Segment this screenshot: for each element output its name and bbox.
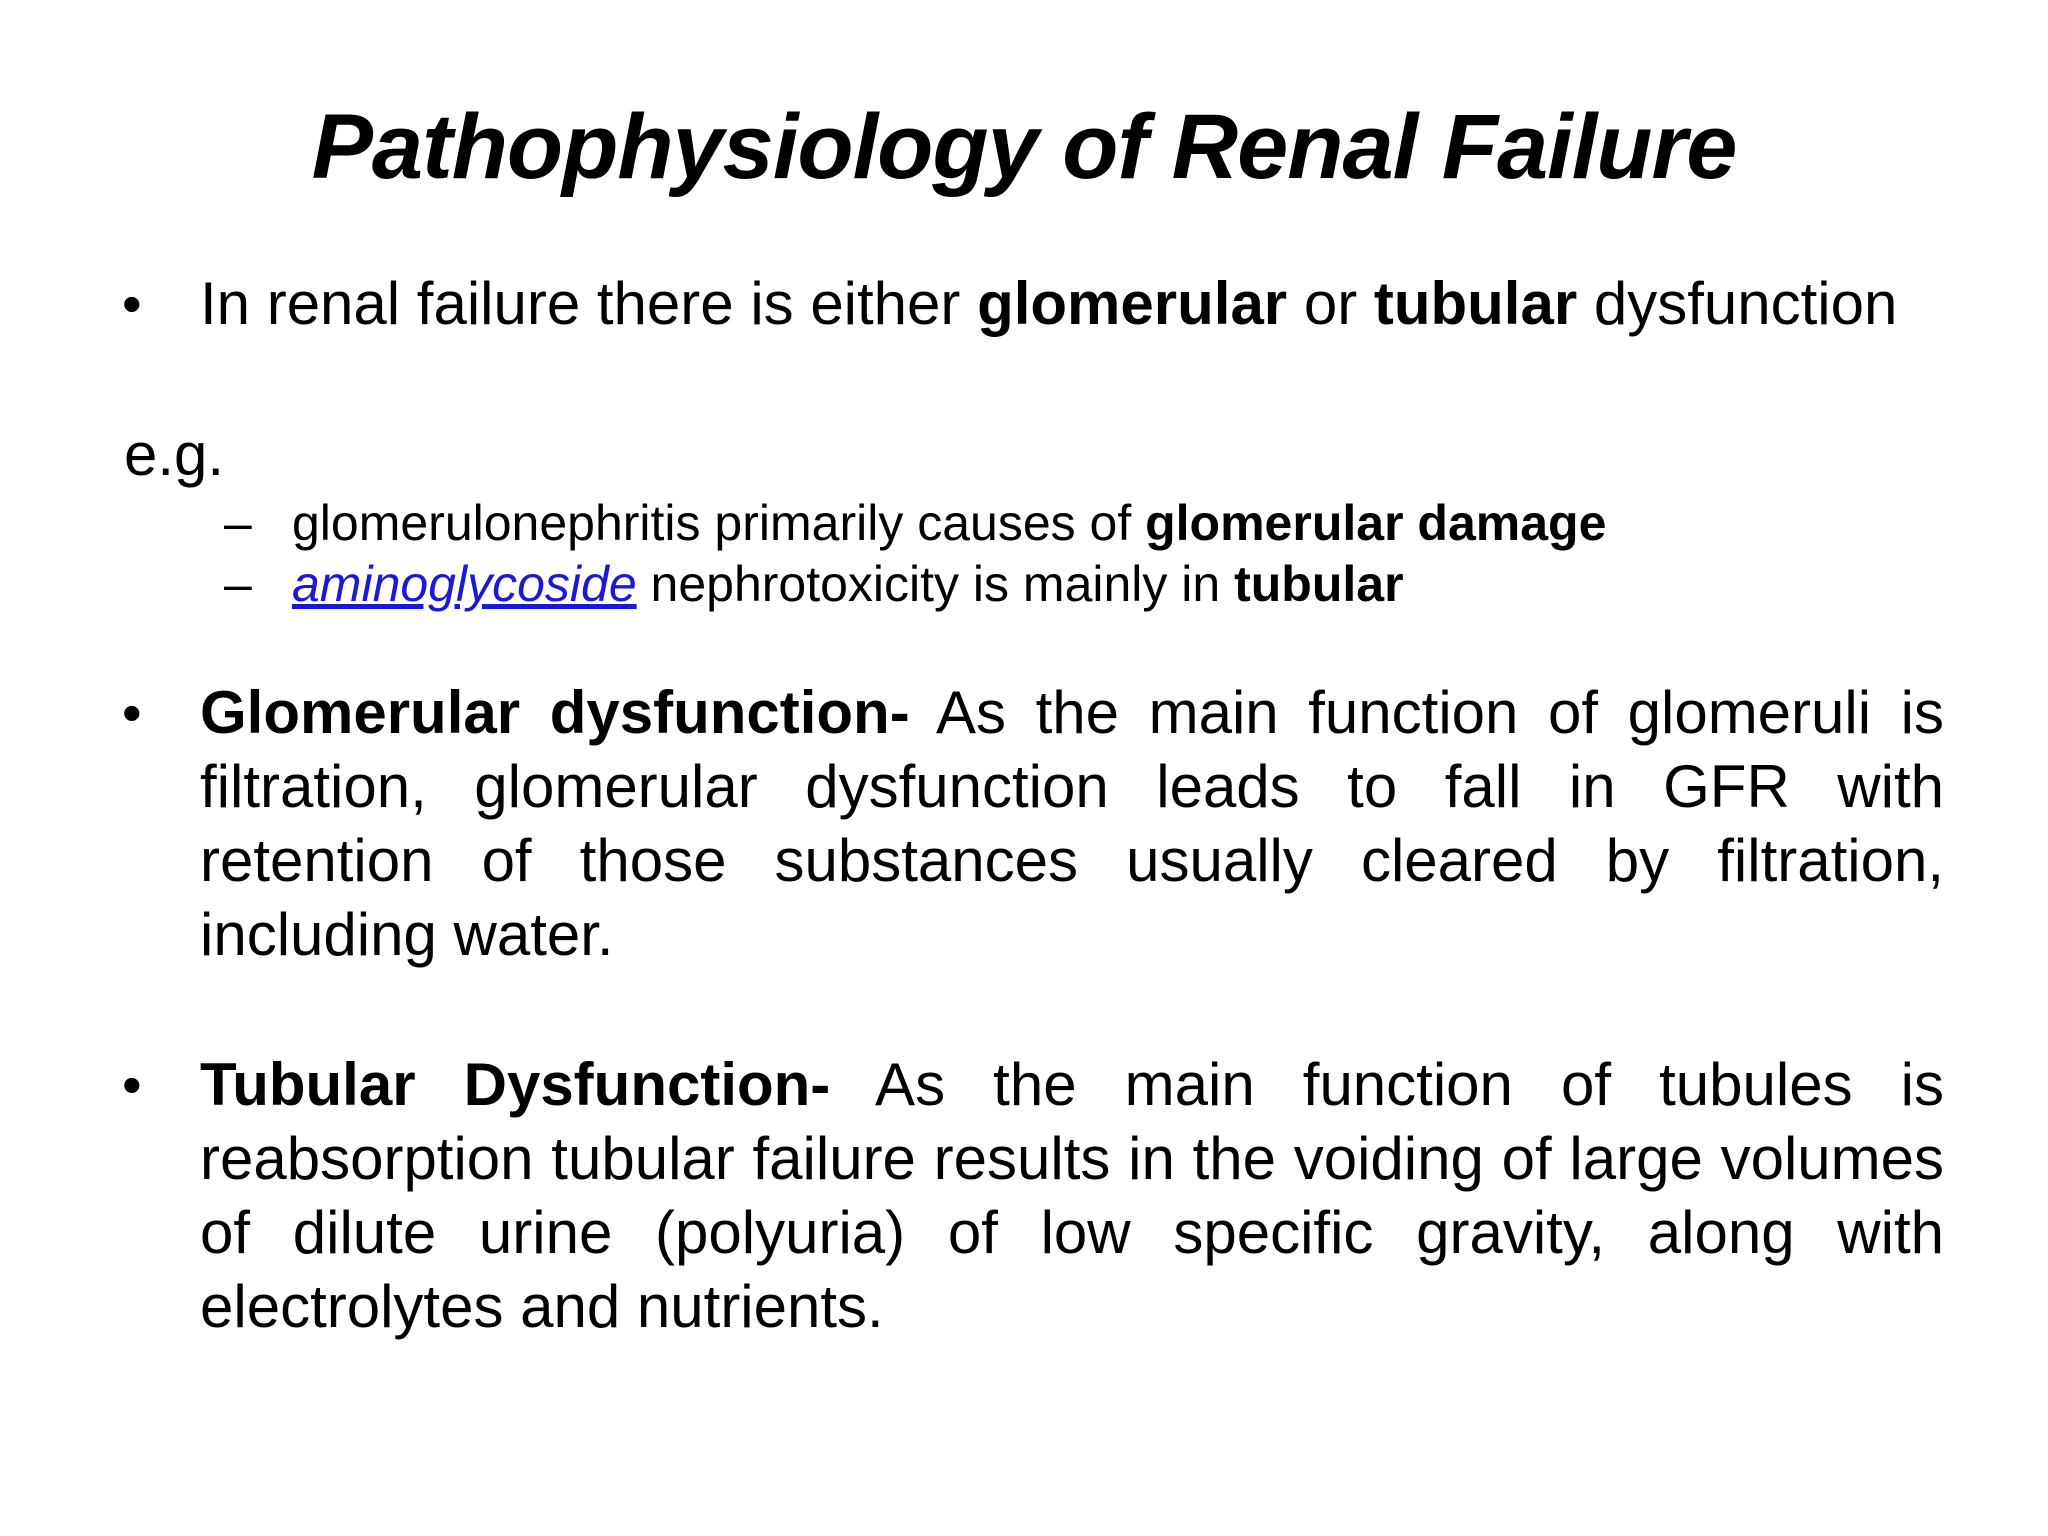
sub-item-aminoglycoside [224, 553, 1892, 615]
bullet1-text-a: In renal failure there is either [200, 270, 978, 337]
sub2-text: nephrotoxicity is mainly in [636, 556, 1235, 612]
sub1-bold: glomerular damage [1145, 495, 1607, 551]
bullet1-text-b: or [1287, 270, 1374, 337]
bullet-glomerular-dysfunction [122, 676, 1944, 972]
bullet1-bold-tubular: tubular [1373, 270, 1578, 337]
slide-title: Pathophysiology of Renal Failure [311, 96, 1737, 198]
bullet2-text: As the main function of glomeruli is filtration, glomerular dysfunction leads to fall in GFR with retention of those substances usually cleared by filtration, including water. [200, 679, 1944, 968]
bullet1-text-c: dysfunction [1577, 270, 1898, 337]
bullet-dot-icon: • [122, 1053, 142, 1116]
bullet1-bold-glomerular: glomerular [977, 270, 1288, 337]
aminoglycoside-link[interactable]: aminoglycoside [292, 556, 637, 612]
bullet3-bold: Tubular Dysfunction- [200, 1051, 831, 1118]
bullet2-bold: Glomerular dysfunction- [200, 679, 910, 746]
bullet-dot-icon: • [122, 272, 142, 335]
bullet-renal-failure [122, 267, 1944, 341]
eg-label: e.g. [124, 421, 225, 488]
bullet-dot-icon: • [122, 681, 142, 744]
sub2-bold: tubular [1234, 556, 1404, 612]
sub-item-glomerulonephritis [224, 492, 1892, 554]
dash-icon: – [224, 495, 252, 551]
bullet3-text: As the main function of tubules is reabsorption tubular failure results in the voiding of large volumes of dilute urine (polyuria) of low specific gravity, along with electrolytes and nutrients. [200, 1051, 1944, 1340]
bullet-tubular-dysfunction [122, 1048, 1944, 1344]
sub1-text: glomerulonephritis primarily causes of [292, 495, 1146, 551]
dash-icon: – [224, 556, 252, 612]
